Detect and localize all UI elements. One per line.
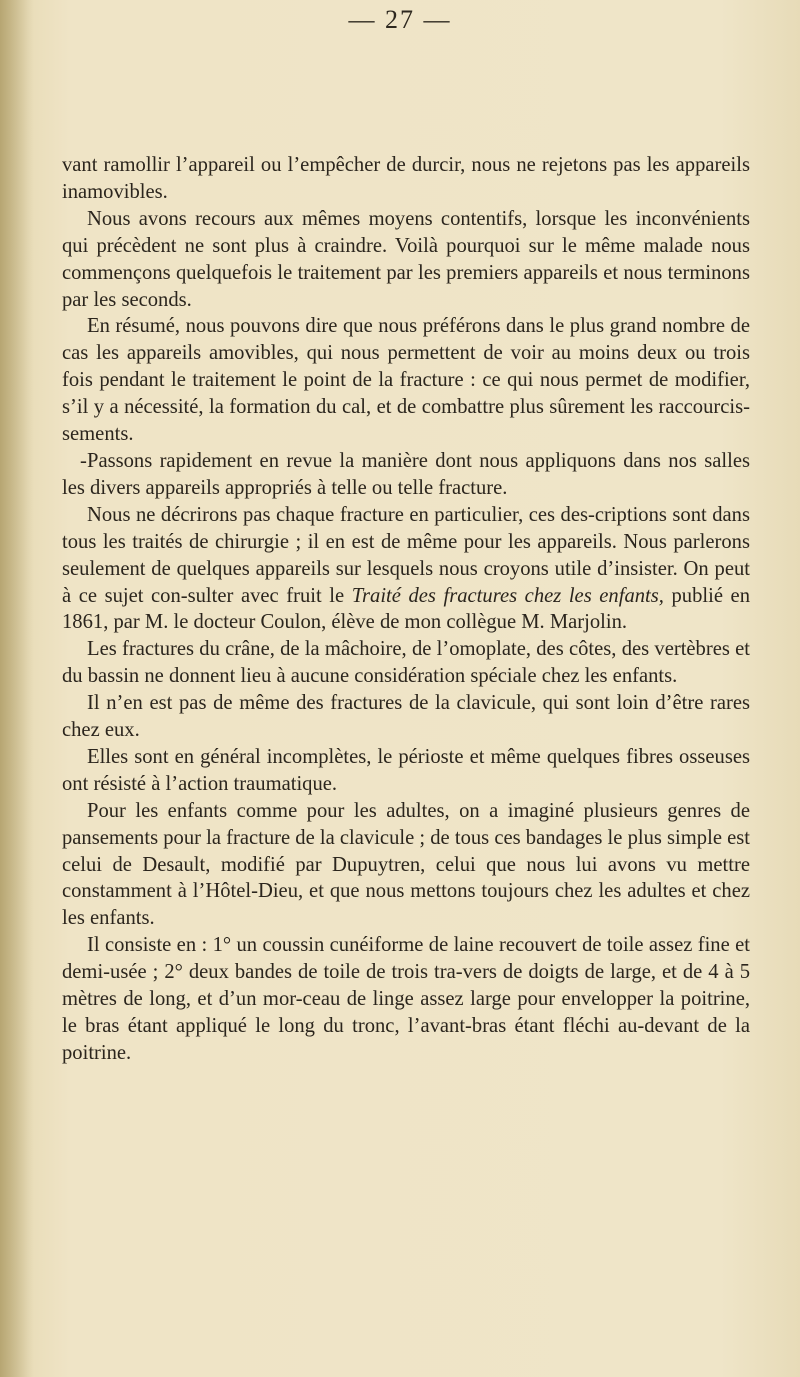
book-title-italic: Traité des fractures chez les enfants,: [351, 584, 664, 607]
paragraph-3: [62, 448, 750, 502]
paragraph-1: Nous avons recours aux mêmes moyens contentifs, lorsque les inconvénients qui précèdent ne sont plus à craindre. Voilà pourquoi sur le même malade nous commençons quelquefois le traitement par les premiers appareils et nous terminons par les seconds.: [62, 207, 750, 311]
paragraph-9: Il consiste en : 1° un coussin cunéiforme de laine recouvert de toile assez fine et demi-usée ; 2° deux bandes de toile de trois tra-vers de doigts de large, et de 4 à 5 mètres de long, et d’un mor-ceau de linge assez large pour envelopper la poitrine, le bras étant appliqué le long du tronc, l’avant-bras étant fléchi au-devant de la poitrine.: [62, 934, 750, 1064]
paragraph-4-text-before: Nous ne décrirons pas chaque fracture en particulier, ces des-criptions sont dans tous les traités de chirurgie ; il en est de même pour les appareils. Nous parlerons seulement de quelques appareils sur lesquels nous croyons utile d’insister. On peut à ce sujet con-sulter avec fruit le: [62, 503, 750, 607]
paragraph-7: Elles sont en général incomplètes, le périoste et même quelques fibres osseuses ont résisté à l’action traumatique.: [62, 745, 750, 795]
paragraph-8: Pour les enfants comme pour les adultes, on a imaginé plusieurs genres de pansements pour la fracture de la clavicule ; de tous ces bandages le plus simple est celui de Desault, modifié par Dupuytren, celui que nous lui avons vu mettre constamment à l’Hôtel-Dieu, et que nous mettons toujours chez les adultes et chez les enfants.: [62, 799, 750, 930]
paragraph-4-text-after: publié en 1861, par M. le docteur Coulon, élève de mon collègue M. Marjolin.: [62, 584, 750, 634]
paragraph-3-text: Passons rapidement en revue la manière dont nous appliquons dans nos salles les divers appareils appropriés à telle ou telle fracture.: [62, 449, 750, 499]
margin-dash: -: [80, 449, 87, 472]
binding-shadow: [0, 0, 34, 1377]
paragraph-0: vant ramollir l’appareil ou l’empêcher de durcir, nous ne rejetons pas les appareils inamovibles.: [62, 154, 750, 203]
page-number: — 27 —: [348, 5, 452, 34]
body-text: [62, 152, 750, 1067]
paragraph-2: En résumé, nous pouvons dire que nous préférons dans le plus grand nombre de cas les appareils amovibles, qui nous permettent de voir au moins deux ou trois fois pendant le traitement le point de la fracture : ce qui nous permet de modifier, s’il y a nécessité, la formation du cal, et de combattre plus sûrement les raccourcis-sements.: [62, 315, 750, 446]
paragraph-4: [62, 502, 750, 637]
paragraph-5: Les fractures du crâne, de la mâchoire, de l’omoplate, des côtes, des vertèbres et du bassin ne donnent lieu à aucune considération spéciale chez les enfants.: [62, 638, 750, 688]
paragraph-6: Il n’en est pas de même des fractures de la clavicule, qui sont loin d’être rares chez eux.: [62, 692, 750, 742]
